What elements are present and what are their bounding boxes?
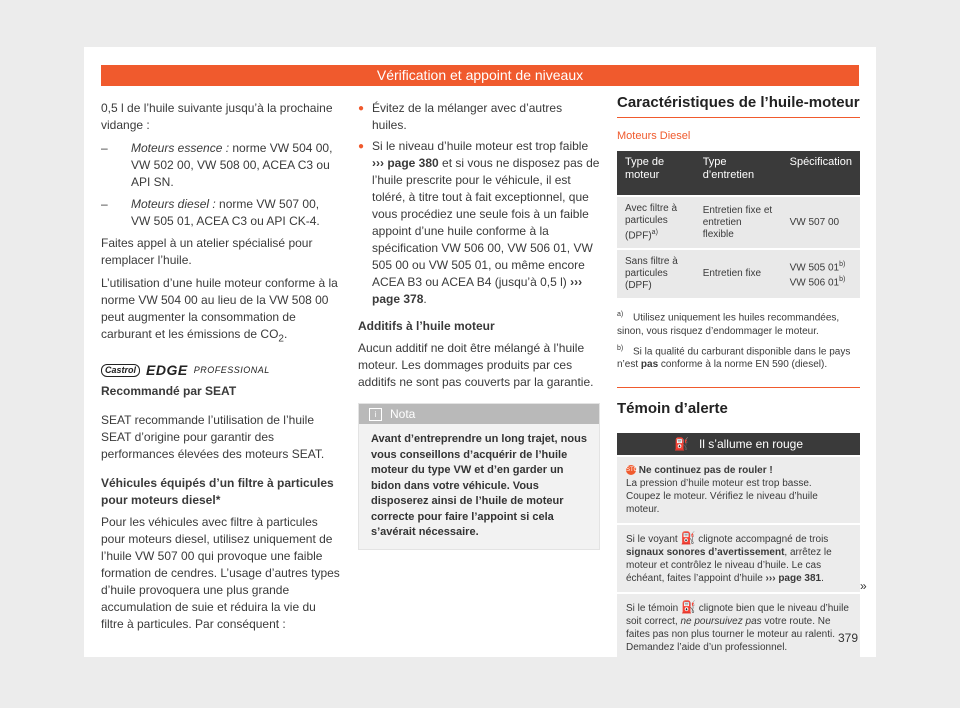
table-row	[617, 249, 860, 298]
stop-icon: STOP	[626, 467, 643, 474]
column-middle	[358, 100, 600, 550]
column-left	[101, 100, 341, 639]
list-item-diesel	[101, 196, 341, 230]
professional-logo-text: PROFESSIONAL	[193, 364, 270, 375]
warning-row-2: Si le voyant ⛽ clignote accompagné de trois signaux sonores d’avertissement, arrêtez le moteur et contrôlez le niveau d’huile. Le cas échéant, faites l’appoint d’huile ››› page 381.	[617, 523, 860, 592]
warning-row-1: STOP Ne continuez pas de rouler ! La pression d’huile moteur est trop basse. Coupez le moteur. Vérifiez le niveau d’huile moteur.	[617, 455, 860, 523]
table-cell: Avec filtre à particules (DPF)$^{a)}$	[617, 196, 695, 249]
table-header: Type de moteur	[617, 151, 695, 196]
note-title: Nota	[390, 407, 416, 421]
oil-can-icon: ⛽	[680, 530, 696, 545]
additives-heading: Additifs à l’huile moteur	[358, 319, 495, 333]
oil-can-icon: ⛽	[673, 436, 689, 451]
additives-text: Aucun additif ne doit être mélangé à l’huile moteur. Les dommages produits par ces additifs ne sont pas couverts par la garantie.	[358, 341, 594, 389]
table-cell: Entretien fixe	[695, 249, 782, 298]
recommended-heading: Recommandé par SEAT	[101, 384, 237, 399]
note-box	[358, 403, 600, 550]
dash-marker: –	[101, 141, 108, 155]
oil-can-icon: ⛽	[681, 599, 696, 614]
page-link-381[interactable]: ››› page 381	[765, 572, 822, 584]
table-header: Type d’entretien	[695, 151, 782, 196]
table-cell: Sans filtre à particules (DPF)	[617, 249, 695, 298]
table-row	[617, 196, 860, 249]
petrol-label: Moteurs essence :	[131, 141, 230, 155]
oil-spec-table	[617, 151, 860, 298]
dpf-text: Pour les véhicules avec filtre à particules pour moteurs diesel, utilisez uniquement de l’huile VW 507 00 qui provoque une faible formation de cendres. L’usage d’autres types d’huile provoquera une plus grande accumulation de suie et réduira la vie du filtre à particules. Par conséquent :	[101, 515, 340, 632]
castrol-logo-text: Castrol	[101, 364, 140, 377]
column-right	[617, 94, 860, 661]
bullet-icon: ●	[358, 141, 365, 152]
intro-text: 0,5 l de l’huile suivante jusqu’à la prochaine vidange :	[101, 101, 333, 132]
warning-header: ⛽ Il s’allume en rouge	[617, 433, 860, 455]
info-icon: i	[369, 408, 382, 421]
page-link-380[interactable]: ››› page 380	[372, 156, 439, 170]
oil-spec-title: Caractéristiques de l’huile-moteur	[617, 94, 860, 118]
dash-marker: –	[101, 197, 108, 211]
castrol-edge-logo	[101, 363, 341, 377]
diesel-spec: norme VW 507 00, VW 505 01, ACEA C3 ou API CK-4.	[131, 197, 320, 228]
bullet-low-level: ● Si le niveau d’huile moteur est trop faible ››› page 380 et si vous ne disposez pas de l’huile prescrite pour le véhicule, il est toléré, à titre tout à fait exceptionnel, que vous procédiez une seule fois à un faible appoint d’une huile conforme à la spécification VW 506 00, VW 506 01, VW 505 00 ou VW 505 01, ou même encore ACEA B3 ou ACEA B4 (jusqu’à 0,5 l) ››› page 378.	[358, 139, 600, 306]
footnote-a: $^{a)}$ Utilisez uniquement les huiles recommandées, sinon, vous risquez d’endommager le moteur.	[617, 311, 840, 337]
recommended-text: SEAT recommande l’utilisation de l’huile SEAT d’origine pour garantir des performances élevées des moteurs SEAT.	[101, 413, 325, 462]
section-header: Vérification et appoint de niveaux	[101, 65, 859, 86]
petrol-spec: norme VW 504 00, VW 502 00, VW 508 00, ACEA C3 ou API SN.	[131, 141, 333, 189]
warning-light-title: Témoin d’alerte	[617, 387, 860, 417]
diesel-subtitle: Moteurs Diesel	[617, 130, 691, 142]
warning-row-3: Si le témoin ⛽ clignote bien que le niveau d’huile soit correct, ne poursuivez pas votre route. Ne faites pas non plus tourner le moteur au ralenti. Demandez l’aide d’un professionnel.	[617, 592, 860, 661]
workshop-text: Faites appel à un atelier spécialisé pour remplacer l’huile.	[101, 236, 313, 267]
page-link-378[interactable]: ››› page 378	[372, 275, 583, 306]
edge-logo-text: EDGE	[146, 361, 188, 378]
diesel-label: Moteurs diesel :	[131, 197, 216, 211]
table-cell: Entretien fixe et entretien flexible	[695, 196, 782, 249]
table-cell: VW 507 00	[782, 196, 860, 249]
consumption-text: L’utilisation d’une huile moteur conforme à la norme VW 504 00 au lieu de la VW 508 00 peut augmenter la consommation de carburant et les émissions de $CO_2$.	[101, 276, 338, 345]
list-item-petrol	[101, 140, 341, 191]
note-header	[359, 404, 599, 424]
page-number: 379	[838, 631, 859, 645]
bullet-icon: ●	[358, 103, 365, 114]
bullet-avoid-mixing: ● Évitez de la mélanger avec d’autres huiles.	[358, 101, 563, 132]
continue-arrow-icon: »	[860, 579, 867, 593]
table-header-row	[617, 151, 860, 196]
dpf-heading: Véhicules équipés d’un filtre à particules pour moteurs diesel*	[101, 476, 334, 508]
table-header: Spécification	[782, 151, 860, 196]
footnote-b: $^{b)}$ Si la qualité du carburant disponible dans le pays n’est pas conforme à la norme EN 590 (diesel).	[617, 344, 851, 370]
table-cell: VW 505 01$^{b)}$ VW 506 01$^{b)}$	[782, 249, 860, 298]
note-text: Avant d’entreprendre un long trajet, nous vous conseillons d’acquérir de l’huile moteur du type VW et d’en garder un bidon dans votre véhicule. Vous disposerez ainsi de l’huile de moteur correcte pour faire l’appoint si cela s’avérait nécessaire.	[359, 424, 599, 549]
